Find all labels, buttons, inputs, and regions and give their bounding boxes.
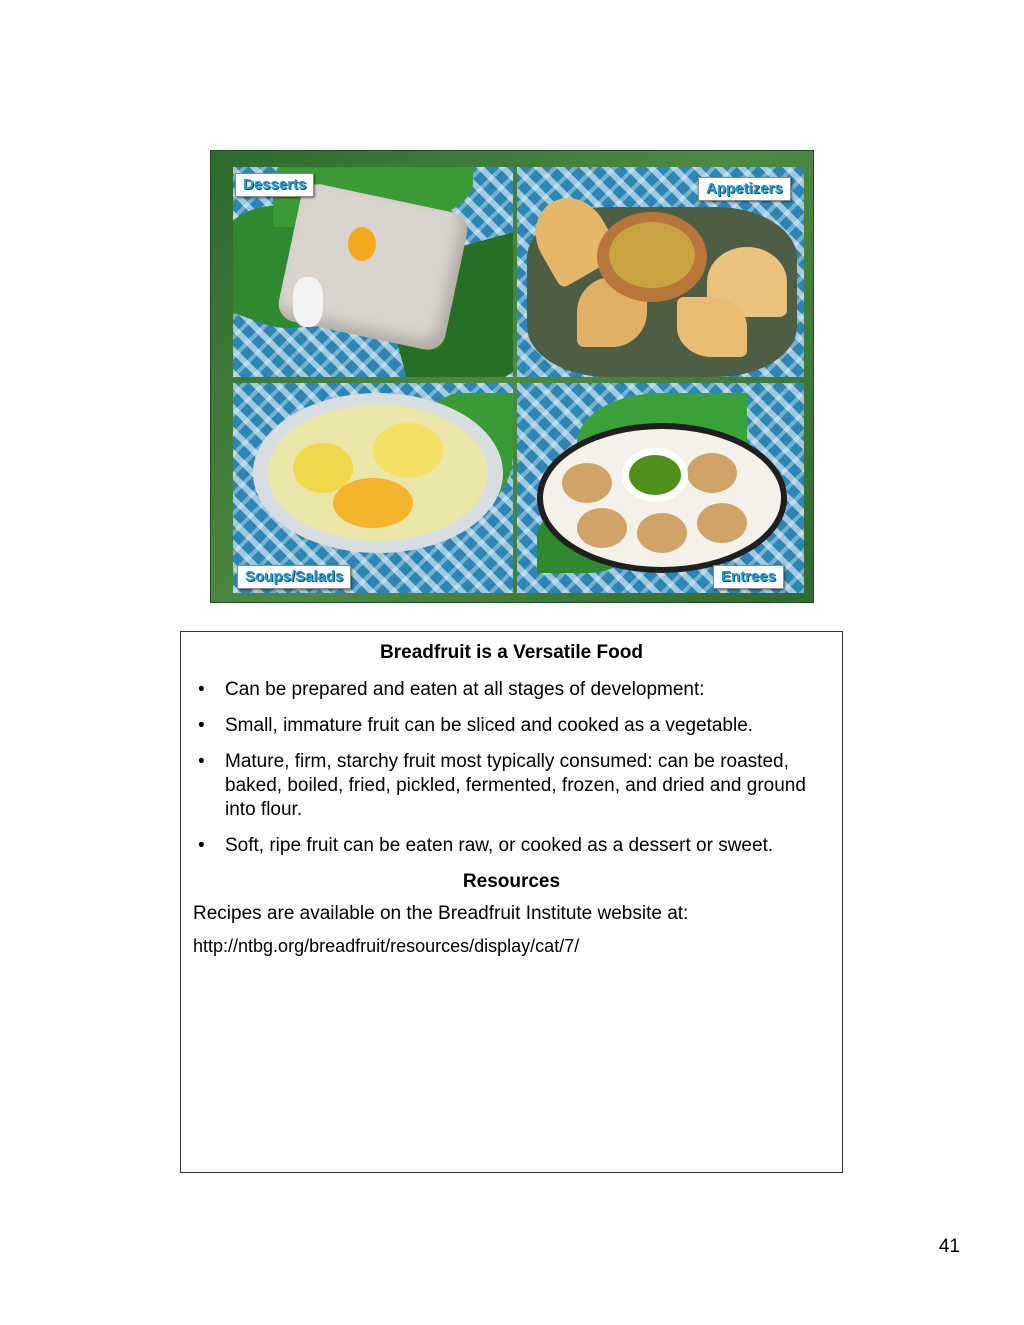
bullet-text: Soft, ripe fruit can be eaten raw, or cooked as a dessert or sweet. [225, 835, 774, 856]
resources-link[interactable]: http://ntbg.org/breadfruit/resources/display/cat/7/ [193, 936, 580, 956]
bullet-text: Mature, firm, starchy fruit most typically consumed: can be roasted, baked, boiled, fried, pickled, fermented, frozen, and dried and ground into flour. [225, 751, 806, 820]
bullet-item [193, 678, 828, 702]
notes-box [180, 631, 843, 1173]
bullet-text: Can be prepared and eaten at all stages of development: [225, 679, 705, 700]
appetizers-label: Appetizers [698, 177, 791, 201]
bullet-item [193, 834, 828, 858]
entrees-photo [517, 383, 804, 593]
bullet-symbol: • [198, 715, 205, 736]
resources-heading: Resources [462, 871, 561, 892]
bullet-item [193, 750, 828, 822]
notes-title: Breadfruit is a Versatile Food [380, 642, 643, 663]
bullet-text: Small, immature fruit can be sliced and cooked as a vegetable. [225, 715, 754, 736]
desserts-photo [233, 167, 513, 377]
bullet-symbol: • [198, 835, 205, 856]
bullet-symbol: • [198, 679, 205, 700]
soups-salads-label: Soups/Salads [237, 565, 351, 589]
slide-image [210, 150, 814, 603]
soups-salads-photo [233, 383, 513, 593]
bullet-symbol: • [198, 751, 205, 772]
bullet-item [193, 714, 828, 738]
desserts-label: Desserts [235, 173, 314, 197]
entrees-label: Entrees [713, 565, 784, 589]
resources-text: Recipes are available on the Breadfruit Institute website at: [193, 903, 689, 924]
page-number: 41 [938, 1236, 960, 1257]
